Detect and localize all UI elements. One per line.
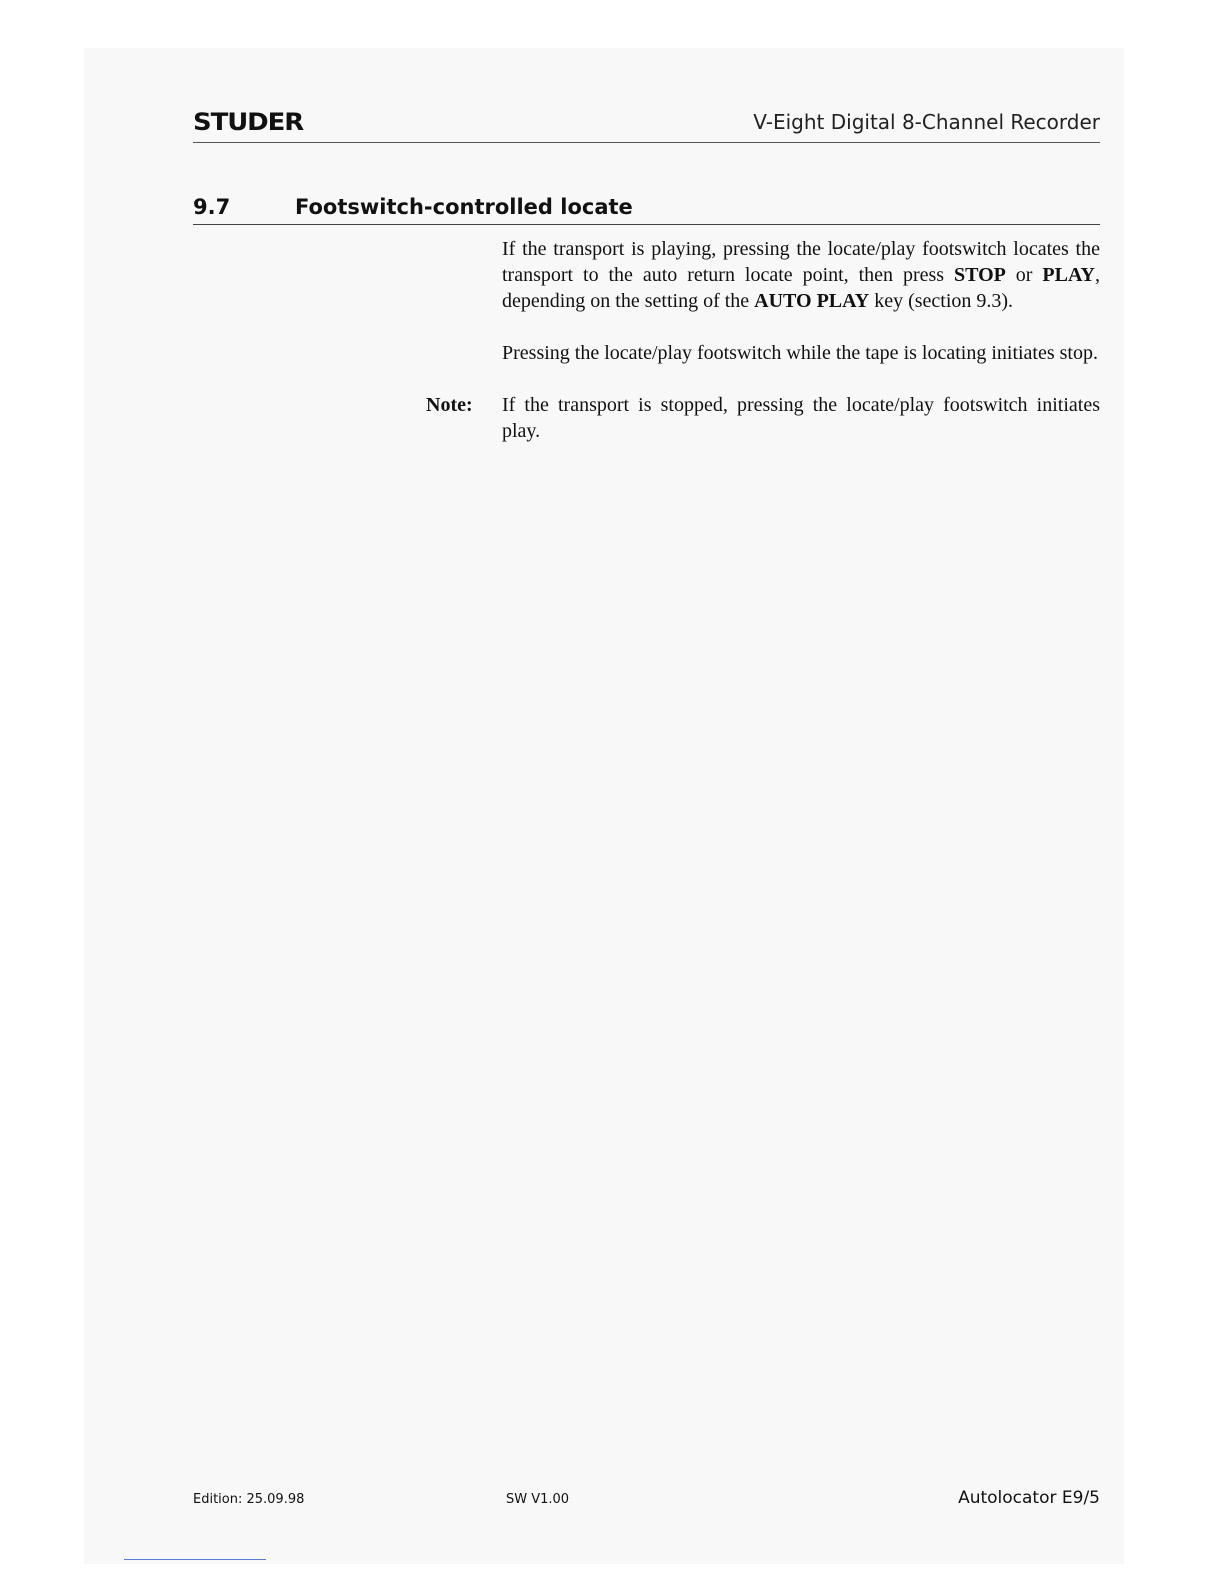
- paragraph-text: key (section 9.3).: [869, 290, 1014, 312]
- page-header: [193, 108, 1100, 143]
- section-title: Footswitch-controlled locate: [295, 195, 633, 219]
- document-title: V-Eight Digital 8-Channel Recorder: [753, 110, 1100, 134]
- footer-edition: Edition: 25.09.98: [193, 1492, 305, 1507]
- note-label: Note:: [426, 394, 473, 416]
- page-footer: [193, 1488, 1100, 1512]
- stop-key-label: STOP: [954, 264, 1006, 286]
- footer-page-number: Autolocator E9/5: [958, 1488, 1100, 1508]
- paragraph-text: or: [1005, 264, 1043, 286]
- note: [426, 392, 1100, 444]
- play-key-label: PLAY: [1042, 264, 1095, 286]
- studer-logo: STUDER: [193, 108, 304, 136]
- paragraph-playing: [502, 236, 1100, 314]
- footer-software-version: SW V1.00: [506, 1492, 570, 1507]
- bottom-divider: [124, 1559, 266, 1560]
- paragraph-text: , depending on the setting of the: [502, 264, 1100, 312]
- auto-play-key-label: AUTO PLAY: [754, 290, 870, 312]
- paragraph-locating: Pressing the locate/play footswitch while the tape is locating initiates stop.: [502, 342, 1098, 364]
- paragraph-text: If the transport is playing, pressing the locate/play footswitch locates the transport to the auto return locate point, then press: [502, 238, 1100, 286]
- note-text: If the transport is stopped, pressing the locate/play footswitch initiates play.: [502, 394, 1100, 442]
- section-number: 9.7: [193, 195, 231, 219]
- section-body: [426, 236, 1100, 470]
- section-heading: [193, 192, 1100, 225]
